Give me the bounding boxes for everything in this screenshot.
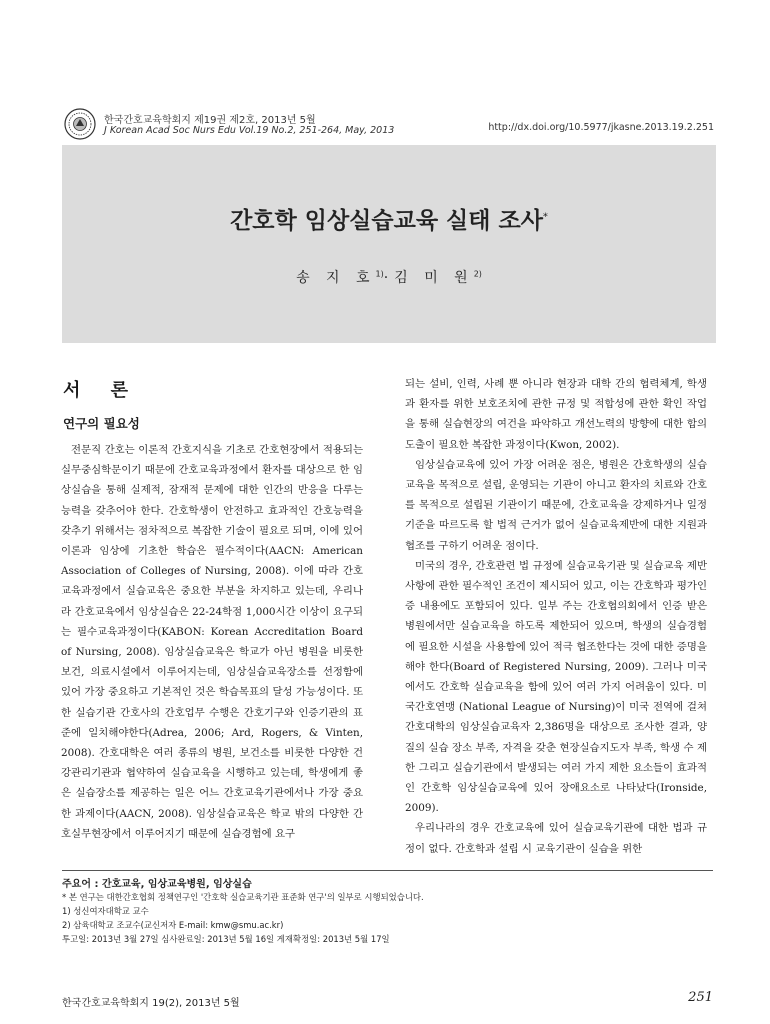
paper-title: 간호학 임상실습교육 실태 조사* (230, 208, 548, 234)
society-seal-icon (64, 108, 96, 140)
submission-dates: 투고일: 2013년 3월 27일 심사완료일: 2013년 5월 16일 게재확정일: 2013년 5월 17일 (62, 934, 390, 944)
journal-title-en: J Korean Acad Soc Nurs Edu Vol.19 No.2, 251-264, May, 2013 (104, 125, 395, 136)
body-paragraph: 되는 설비, 인력, 사례 뿐 아니라 현장과 대학 간의 협력체계, 학생과 환자를 위한 보호조치에 관한 규정 및 적합성에 관한 확인 작업을 통해 실습현장의 여건을 파악하고 개선노력의 방향에 대한 합의 도출이 필요한 복잡한 과정이다(Kwon, 2002). (405, 378, 707, 451)
affiliation-1: 1) 성신여자대학교 교수 (62, 906, 149, 916)
body-paragraph: 임상실습교육에 있어 가장 어려운 점은, 병원은 간호학생의 실습교육을 목적으로 설립, 운영되는 기관이 아니고 환자의 치료와 간호를 목적으로 설립된 기관이기 때문에, 간호교육을 강제하거나 일정 기준을 따르도록 할 법적 근거가 없어 실습교육제반에 대한 지원과 협조를 구하기 어려운 점이다. (405, 458, 707, 552)
journal-title-kr: 한국간호교육학회지 제19권 제2호, 2013년 5월 (104, 115, 316, 126)
left-column (61, 375, 363, 844)
right-column (405, 374, 707, 859)
affiliation-2: 2) 삼육대학교 조교수(교신저자 E-mail: kmw@smu.ac.kr) (62, 920, 284, 930)
section-heading: 서 론 (63, 380, 141, 401)
body-paragraph: 미국의 경우, 간호관련 법 규정에 실습교육기관 및 실습교육 제반사항에 관한 필수적인 조건이 제시되어 있고, 이는 간호학과 평가인증 내용에도 포함되어 있다. 일부 주는 간호협의회에서 인증 받은 병원에서만 실습교육을 하도록 제한되어 있으며, 학생의 실습경험에 필요한 시설을 사용함에 있어 적극 협조한다는 것에 대한 증명을 해야 한다(Board of Registered Nursing, 2009). 그러나 미국에서도 간호학 실습교육을 함에 있어 여러 가지 어려움이 있다. 미국간호연맹 (National League of Nursing)이 미국 전역에 걸쳐 간호대학의 임상실습교육자 2,386명을 대상으로 조사한 결과, 양질의 실습 장소 부족, 자격을 갖춘 현장실습지도자 부족, 학생 수 제한 그리고 실습기관에서 발생되는 여러 가지 제한 요소들이 효과적인 간호학 임상실습교육에 있어 장애요소로 나타났다(Ironside, 2009). (405, 559, 707, 815)
footer-journal: 한국간호교육학회지 19(2), 2013년 5월 (62, 998, 240, 1009)
footnote-divider (62, 870, 713, 871)
body-paragraph: 전문직 간호는 이론적 간호지식을 기초로 간호현장에서 적용되는 실무중심학문이기 때문에 간호교육과정에서 환자를 대상으로 한 임상실습을 통해 실제적, 잠재적 문제에 대한 인간의 반응을 다루는 능력을 갖추어야 한다. 간호학생이 안전하고 효과적인 간호능력을 갖추기 위해서는 점차적으로 복잡한 기술이 필요로 되며, 이에 있어 이론과 임상에 기초한 학습은 필수적이다(AACN: American Association of Colleges of Nursing, 2008). 이에 따라 간호교육과정에서 실습교육은 중요한 부분을 차지하고 있는데, 우리나라 간호교육에서 임상실습은 22-24학점 1,000시간 이상이 요구되는 필수교육과정이다(KABON: Korean Accreditation Board of Nursing, 2008). 임상실습교육은 학교가 아닌 병원을 비롯한 보건, 의료시설에서 이루어지는데, 임상실습교육장소를 선정함에 있어 가장 중요하고 기본적인 것은 학습목표의 달성 가능성이다. 또한 실습기관 간호사의 간호업무 수행은 간호기구와 인증기관의 표준에 일치해야한다(Adrea, 2006; Ard, Rogers, & Vinten, 2008). 간호대학은 여러 종류의 병원, 보건소를 비롯한 다양한 건강관리기관과 협약하여 실습교육을 시행하고 있는데, 학생에게 좋은 실습장소를 제공하는 일은 어느 간호교육기관에서나 가장 중요한 과제이다(AACN, 2008). 임상실습교육은 학교 밖의 다양한 간호실무현장에서 이루어지기 때문에 실습경험에 요구 (61, 444, 363, 840)
author-separator: · (383, 270, 395, 286)
funding-note: * 본 연구는 대한간호협회 정책연구인 '간호학 실습교육기관 표준화 연구'의 일부로 시행되었습니다. (62, 892, 424, 902)
subsection-heading: 연구의 필요성 (63, 416, 140, 431)
author-line: 송 지 호$^{1)}$·김 미 원$^{2)}$ (296, 269, 482, 286)
author-2: 김 미 원 (394, 270, 474, 286)
keywords: 주요어 : 간호교육, 임상교육병원, 임상실습 (62, 879, 252, 890)
title-band (62, 145, 716, 343)
body-paragraph: 우리나라의 경우 간호교육에 있어 실습교육기관에 대한 법과 규정이 없다. 간호학과 설립 시 교육기관이 실습을 위한 (405, 822, 707, 855)
doi-link[interactable]: http://dx.doi.org/10.5977/jkasne.2013.19.2.251 (488, 122, 714, 133)
title-footnote-mark: * (542, 211, 548, 223)
journal-header (64, 108, 714, 140)
page-number: 251 (688, 990, 713, 1005)
author-1: 송 지 호 (296, 270, 376, 286)
